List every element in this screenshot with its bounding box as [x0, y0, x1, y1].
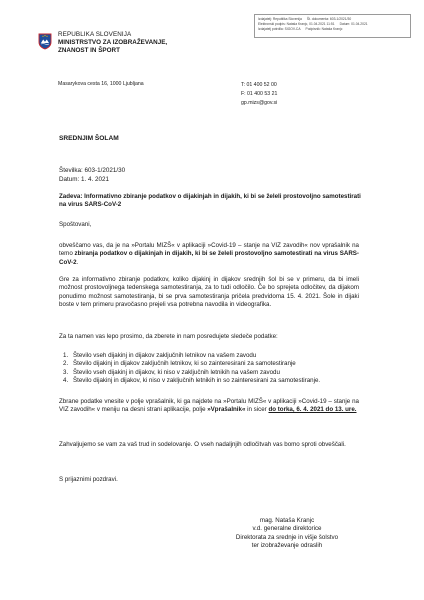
subject-line: Zadeva: Informativno zbiranje podatkov o dijakinjah in dijakih, ki bi se želeli prostovoljno samotestirati na virus SARS-CoV-2: [59, 193, 361, 209]
ministry-name-line2: ZNANOST IN ŠPORT: [58, 47, 120, 55]
signatory-directorate-cont: ter izobraževanje odraslih: [251, 542, 323, 550]
ministry-name: [58, 31, 167, 56]
republic-name: REPUBLIKA SLOVENIJA: [58, 31, 132, 38]
paragraph-intro: [59, 242, 359, 267]
paragraph-text: .: [76, 258, 79, 266]
ministry-address: Masarykova cesta 16, 1000 Ljubljana: [58, 81, 144, 87]
contact-details: [241, 81, 277, 107]
document-number: Številka: 603-1/2021/30: [59, 167, 126, 174]
deadline: do torka, 6. 4. 2021 do 13. ure.: [268, 406, 357, 414]
signatory-directorate: Direktorata za srednje in višje šolstvo: [235, 533, 339, 541]
stamp-cell: Izdajatelj potrdila: SIGOV-CA: [258, 27, 301, 31]
paragraph-request: Za ta namen vas lepo prosimo, da zberete in nam posredujete sledeče podatke:: [59, 333, 278, 340]
list-text: Število vseh dijakinj in dijakov, ki niso v zaključnih letnikih na vašem zavodu: [73, 368, 280, 376]
signature-block: [222, 517, 352, 551]
stamp-row: [258, 27, 407, 32]
list-number: 3.: [63, 368, 69, 376]
list-number: 4.: [63, 377, 69, 385]
stamp-cell: Podpisnik: Nataša Kranjc: [305, 27, 343, 31]
paragraph-text: obveščamo vas, da je na »Portalu MIZŠ« v aplikaciji »Covid-19 – stanje na VIZ zavodih« nov vprašalnik na temo: [59, 242, 359, 258]
list-item: [63, 352, 363, 360]
list-text: Število dijakinj in dijakov, ki niso v zaključnih letnikih in so zainteresirani za samotestiranje.: [73, 377, 321, 385]
requested-data-list: [63, 352, 363, 386]
slovenia-coat-of-arms-icon: [38, 33, 52, 50]
questionnaire-field-name: »Vprašalnik«: [207, 406, 246, 414]
closing: S prijaznimi pozdravi.: [59, 476, 118, 483]
document-date: Datum: 1. 4. 2021: [59, 175, 110, 183]
paragraph-details: Gre za informativno zbiranje podatkov, koliko dijakinj in dijakov srednjih šol bi se v primeru, da bi imeli možnost prostovoljnega tedenskega samotestiranja, za to tudi odločilo. Če bo sprejeta odločitev, da dijakom ponudimo možnost samotestiranja, bi se prva samotestiranja pričela predvidoma 15. 4. 2021. Šole in dijaki boste v tem primeru pravočasno prejeli vsa potrebna navodila in videografika.: [59, 276, 359, 309]
telephone: T: 01 400 52 00: [241, 82, 277, 88]
paragraph-instructions: [59, 398, 359, 415]
list-text: Število dijakinj in dijakov zaključnih letnikov, ki so zainteresirani za samotestiranje: [73, 360, 296, 368]
stamp-cell: Št. dokumenta: 603-1/2021/30: [306, 17, 352, 21]
stamp-cell: Elektronski podpis: Nataša Kranjc, 01.04.2021 11:51: [258, 22, 335, 26]
stamp-cell: Datum: 01.04.2021: [339, 22, 368, 26]
paragraph-text: Zbrane podatke vnesite v polje vprašalnik, ki ga najdete na »Portalu MIZŠ« v aplikaciji »Covid-19 – stanje na VIZ zavodih« v meniju na desni strani aplikacije, polje: [59, 398, 359, 414]
electronic-signature-stamp: [254, 14, 411, 38]
list-item: [63, 377, 363, 385]
paragraph-thanks: Zahvaljujemo se vam za vaš trud in sodelovanje. O vseh nadaljnjih odločitvah vas bomo sproti obveščali.: [59, 441, 346, 448]
stamp-cell: Izdajatelj: Republika Slovenija: [258, 17, 302, 21]
reference-block: [59, 167, 125, 185]
list-text: Število vseh dijakinj in dijakov zaključnih letnikov na vašem zavodu: [73, 352, 257, 359]
list-item: [63, 360, 363, 368]
fax: F: 01 400 53 21: [241, 90, 278, 97]
list-number: 1.: [63, 352, 69, 359]
ministry-name-line1: MINISTRSTVO ZA IZOBRAŽEVANJE,: [58, 39, 168, 47]
list-number: 2.: [63, 360, 69, 368]
greeting: Spoštovani,: [59, 221, 92, 228]
signatory-name: mag. Nataša Kranjc: [259, 517, 315, 524]
paragraph-emphasis: zbiranja podatkov o dijakinjah in dijakih, ki bi se želeli prostovoljno samotestirati na virus SARS-CoV-2: [59, 250, 359, 266]
recipient: SREDNJIM ŠOLAM: [59, 135, 119, 142]
list-item: [63, 369, 363, 377]
signatory-title: v.d. generalne direktorice: [252, 525, 322, 533]
email: gp.mizs@gov.si: [241, 99, 278, 106]
paragraph-text: in sicer: [245, 406, 269, 414]
